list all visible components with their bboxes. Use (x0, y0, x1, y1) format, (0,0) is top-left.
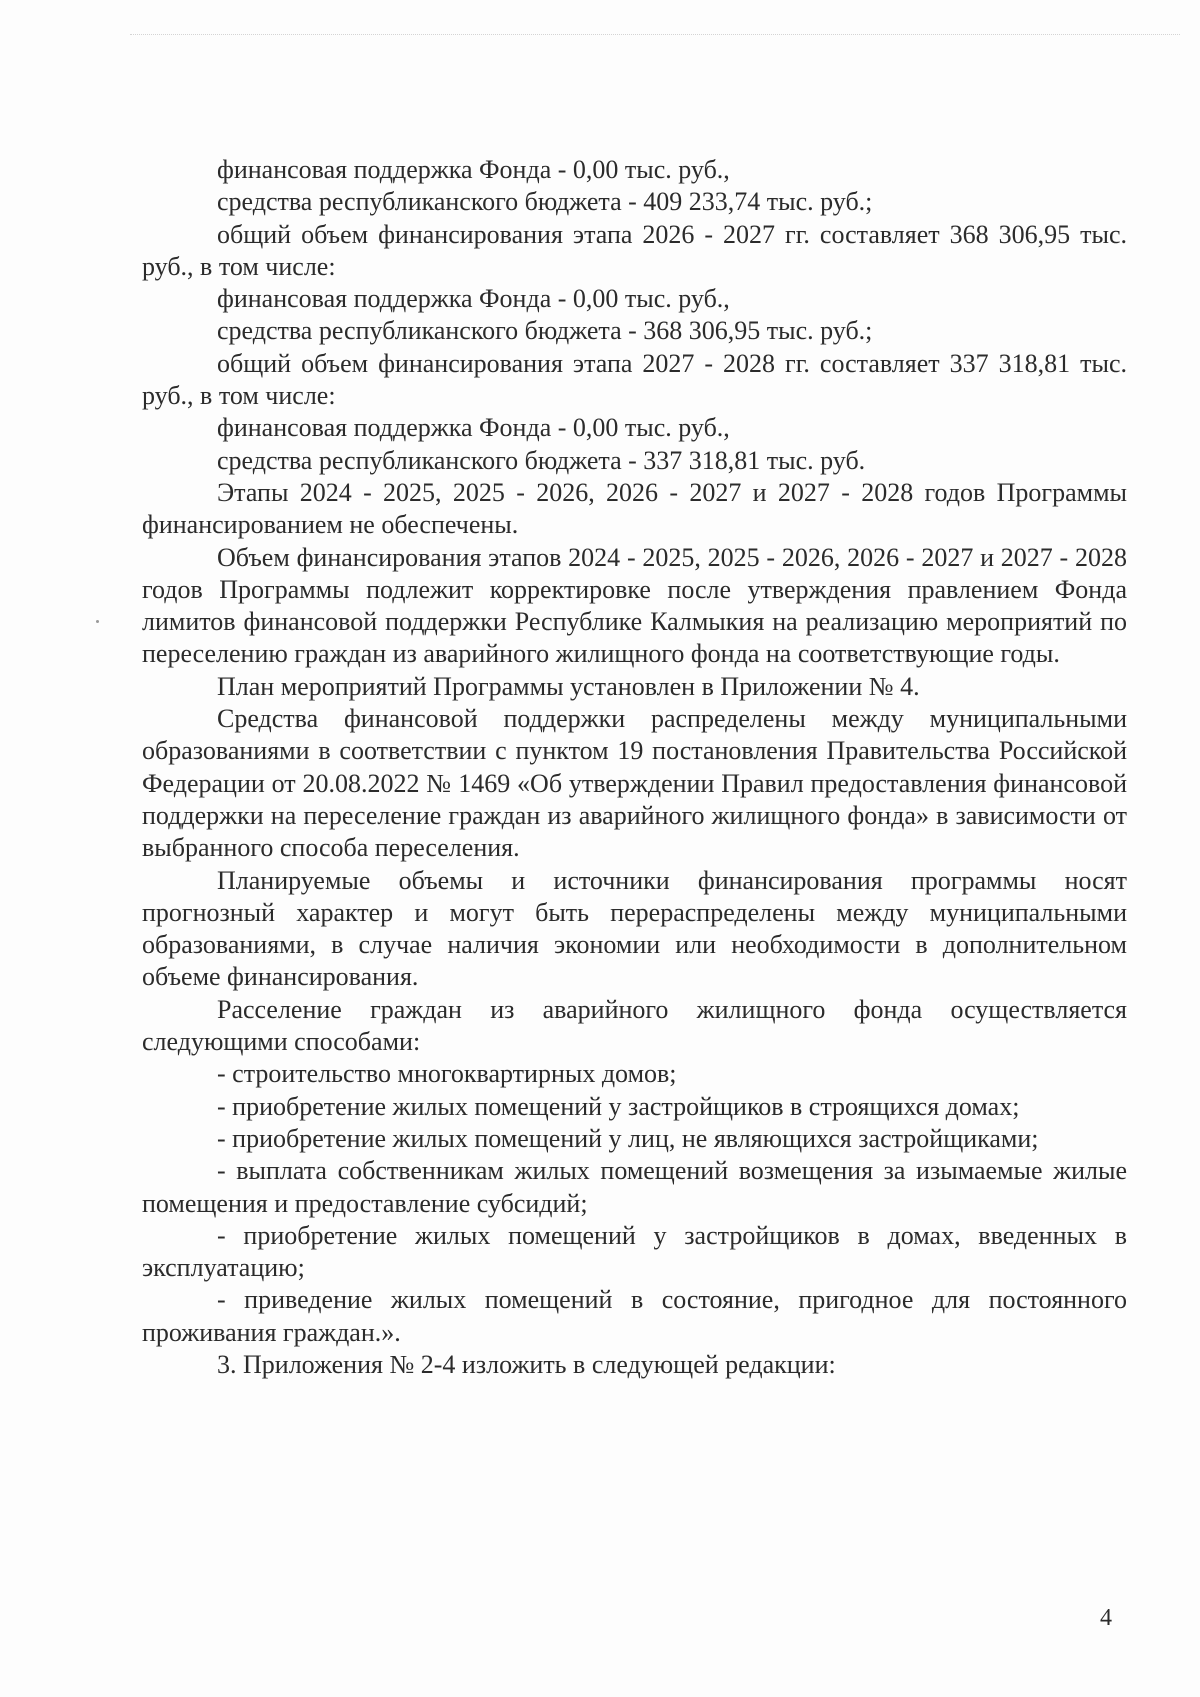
paragraph-fund-support-2: финансовая поддержка Фонда - 0,00 тыс. руб., (217, 284, 730, 314)
paragraph-stage-2027-2028: общий объем финансирования этапа 2027 - 2028 гг. составляет 337 318,81 тыс. руб., в том числе: (142, 348, 1127, 411)
page-number: 4 (1100, 1605, 1112, 1631)
list-item-purchase-under-construction: - приобретение жилых помещений у застройщиков в строящихся домах; (217, 1091, 1020, 1121)
list-item-renovation: - приведение жилых помещений в состояние, пригодное для постоянного проживания граждан.». (142, 1285, 1127, 1347)
paragraph-support-distribution: Средства финансовой поддержки распределены между муниципальными образованиями в соответствии с пунктом 19 постановления Правительства Российской Федерации от 20.08.2022 № 1469 «Об утверждении Правил предоставления финансовой поддержки на переселение граждан из аварийного жилищного фонда» в зависимости от выбранного способа переселения. (142, 704, 1127, 863)
list-item-purchase-non-developers: - приобретение жилых помещений у лиц, не являющихся застройщиками; (217, 1123, 1039, 1153)
paragraph-planned-volumes: Планируемые объемы и источники финансирования программы носят прогнозный характер и могут быть перераспределены между муниципальными образованиями, в случае наличия экономии или необходимости в дополнительном объеме финансирования. (142, 865, 1127, 992)
paragraph-resettlement-methods: Расселение граждан из аварийного жилищного фонда осуществляется следующими способами: (142, 994, 1127, 1057)
paragraph-fund-support-1: финансовая поддержка Фонда - 0,00 тыс. руб., (217, 155, 730, 184)
paragraph-republic-budget-3: средства республиканского бюджета - 337 318,81 тыс. руб. (217, 445, 866, 475)
paragraph-action-plan: План мероприятий Программы установлен в Приложении № 4. (217, 671, 920, 701)
paragraph-republic-budget-1: средства республиканского бюджета - 409 233,74 тыс. руб.; (217, 187, 873, 217)
paragraph-stages-not-funded: Этапы 2024 - 2025, 2025 - 2026, 2026 - 2027 и 2027 - 2028 годов Программы финансированием не обеспечены. (142, 477, 1127, 540)
paragraph-stage-2026-2027: общий объем финансирования этапа 2026 - 2027 гг. составляет 368 306,95 тыс. руб., в том числе: (142, 219, 1127, 281)
list-item-construction: - строительство многоквартирных домов; (217, 1059, 677, 1089)
paragraph-appendices: 3. Приложения № 2-4 изложить в следующей редакции: (217, 1349, 836, 1379)
paragraph-republic-budget-2: средства республиканского бюджета - 368 306,95 тыс. руб.; (217, 316, 873, 346)
list-item-purchase-commissioned: - приобретение жилых помещений у застройщиков в домах, введенных в эксплуатацию; (142, 1220, 1127, 1283)
paragraph-fund-support-3: финансовая поддержка Фонда - 0,00 тыс. руб., (217, 413, 730, 443)
list-item-compensation-payment: - выплата собственникам жилых помещений возмещения за изымаемые жилые помещения и предоставление субсидий; (142, 1156, 1127, 1218)
scan-top-edge (130, 34, 1180, 37)
document-body (142, 154, 1127, 1381)
paragraph-financing-adjustment: Объем финансирования этапов 2024 - 2025, 2025 - 2026, 2026 - 2027 и 2027 - 2028 годов Программы подлежит корректировке после утверждения правлением Фонда лимитов финансовой поддержки Республике Калмыкия на реализацию мероприятий по переселению граждан из аварийного жилищного фонда на соответствующие годы. (142, 542, 1127, 669)
scan-speck (96, 620, 99, 623)
